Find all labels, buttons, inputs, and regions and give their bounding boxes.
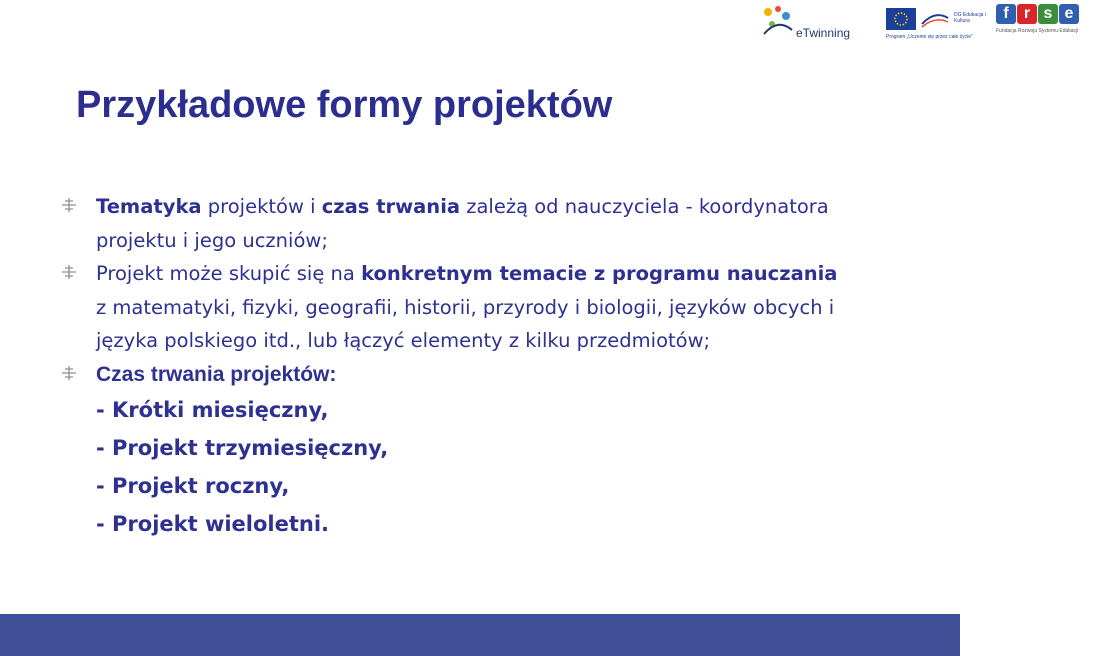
bullet-text-part: z matematyki, fizyki, geografii, historii, przyrody i biologii, języków obcych i języka polskiego itd., lub łączyć elementy z kilku przedmiotów;	[96, 295, 835, 352]
bullet-cross-icon	[62, 366, 76, 380]
bullet-item-1	[62, 190, 842, 257]
eu-logo	[886, 8, 994, 46]
content-body	[62, 190, 842, 543]
eu-program-caption: Program „Uczenie się przez całe życie”	[886, 34, 973, 40]
bullet-item-3	[62, 358, 842, 392]
llp-logo-icon	[920, 8, 950, 30]
frse-logo	[996, 4, 1096, 44]
duration-item: - Projekt trzymiesięczny,	[96, 436, 389, 460]
bullet-text-part: Tematyka	[96, 195, 202, 218]
frse-caption: Fundacja Rozwoju Systemu Edukacji	[996, 28, 1079, 34]
bullet-text: Czas trwania projektów:	[96, 362, 337, 386]
bullet-text-part: projektów i	[201, 195, 322, 218]
bullet-text	[96, 262, 837, 352]
bullet-text-part: Projekt może skupić się na	[96, 262, 362, 285]
bullet-cross-icon	[62, 265, 76, 279]
frse-letter-e: e	[1059, 4, 1079, 24]
duration-item: - Projekt wieloletni.	[96, 512, 330, 536]
bullet-text	[96, 195, 829, 252]
frse-letter-r: r	[1017, 4, 1037, 24]
duration-item: - Krótki miesięczny,	[96, 398, 329, 422]
eu-caption: DG Edukacja i Kultura	[954, 12, 986, 24]
bullet-text-part: zależą od nauczyciela - koordynatora projektu i jego uczniów;	[96, 195, 829, 252]
header-logos	[560, 0, 1079, 50]
duration-list	[62, 391, 842, 543]
etwinning-logo	[758, 4, 868, 44]
frse-letter-f: f	[996, 4, 1016, 24]
frse-letter-s: s	[1038, 4, 1058, 24]
bullet-text-part: konkretnym temacie z programu nauczania	[361, 262, 838, 285]
bullet-cross-icon	[62, 198, 76, 212]
bullet-text-part: czas trwania	[321, 195, 461, 218]
eu-flag-icon	[886, 8, 916, 30]
duration-item: - Projekt roczny,	[96, 474, 290, 498]
bullet-item-2	[62, 257, 842, 358]
etwinning-stars-icon	[758, 4, 798, 40]
footer-bar	[0, 614, 960, 656]
etwinning-label: eTwinning	[796, 26, 851, 40]
page-title: Przykładowe formy projektów	[76, 84, 613, 126]
